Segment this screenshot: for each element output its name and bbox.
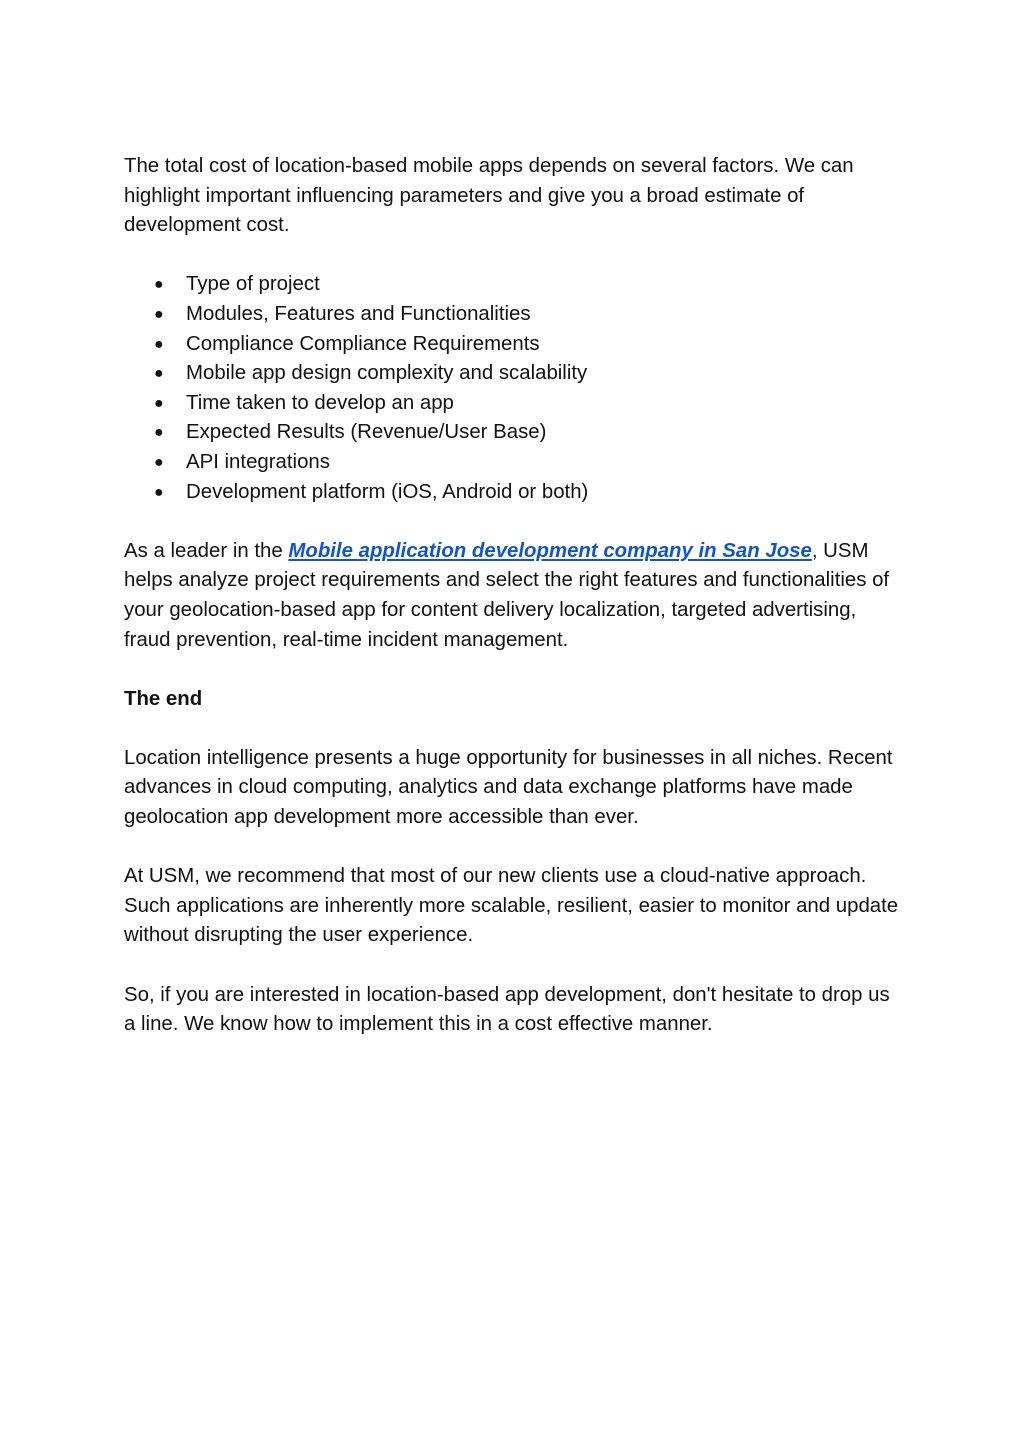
list-item-text: Type of project bbox=[186, 273, 320, 296]
document-page bbox=[124, 152, 904, 1069]
bullet-icon: ● bbox=[154, 335, 164, 353]
company-link[interactable]: Mobile application development company in San Jose bbox=[288, 539, 812, 562]
bullet-icon: ● bbox=[154, 424, 164, 442]
conclusion-paragraph-3: So, if you are interested in location-based app development, don't hesitate to drop us a line. We know how to implement this in a cost effective manner. bbox=[124, 983, 890, 1036]
list-item-text: Expected Results (Revenue/User Base) bbox=[186, 421, 547, 444]
bullet-icon: ● bbox=[154, 305, 164, 323]
list-item bbox=[124, 448, 904, 478]
section-heading: The end bbox=[124, 687, 203, 710]
intro-paragraph: The total cost of location-based mobile apps depends on several factors. We can highlight important influencing parameters and give you a broad estimate of development cost. bbox=[124, 155, 854, 237]
list-item bbox=[124, 478, 904, 508]
leader-text-after-link: , USM helps analyze project requirements and select the right features and functionalities of your geolocation-based app for content delivery localization, targeted advertising, fraud prevention, real-time incident management. bbox=[124, 539, 890, 651]
factors-list bbox=[124, 270, 904, 507]
conclusion-paragraph-1: Location intelligence presents a huge opportunity for businesses in all niches. Recent advances in cloud computing, analytics and data exchange platforms have made geolocation app development more accessible than ever. bbox=[124, 746, 893, 829]
list-item-text: Time taken to develop an app bbox=[186, 391, 454, 414]
list-item bbox=[124, 270, 904, 300]
list-item bbox=[124, 418, 904, 448]
bullet-icon: ● bbox=[154, 365, 164, 383]
list-item-text: Development platform (iOS, Android or both) bbox=[186, 480, 589, 503]
list-item-text: Compliance Compliance Requirements bbox=[186, 332, 540, 355]
list-item bbox=[124, 389, 904, 419]
list-item-text: Mobile app design complexity and scalability bbox=[186, 362, 588, 385]
list-item bbox=[124, 359, 904, 389]
leader-text-before-link: As a leader in the bbox=[124, 539, 289, 562]
bullet-icon: ● bbox=[154, 394, 164, 412]
bullet-icon: ● bbox=[154, 276, 164, 294]
list-item-text: API integrations bbox=[186, 450, 330, 473]
bullet-icon: ● bbox=[154, 453, 164, 471]
list-item-text: Modules, Features and Functionalities bbox=[186, 302, 531, 325]
list-item bbox=[124, 300, 904, 330]
conclusion-paragraph-2: At USM, we recommend that most of our new clients use a cloud-native approach. Such applications are inherently more scalable, resilient, easier to monitor and update without disrupting the user experience. bbox=[124, 865, 899, 947]
bullet-icon: ● bbox=[154, 483, 164, 501]
list-item bbox=[124, 330, 904, 360]
leader-paragraph bbox=[124, 537, 904, 655]
